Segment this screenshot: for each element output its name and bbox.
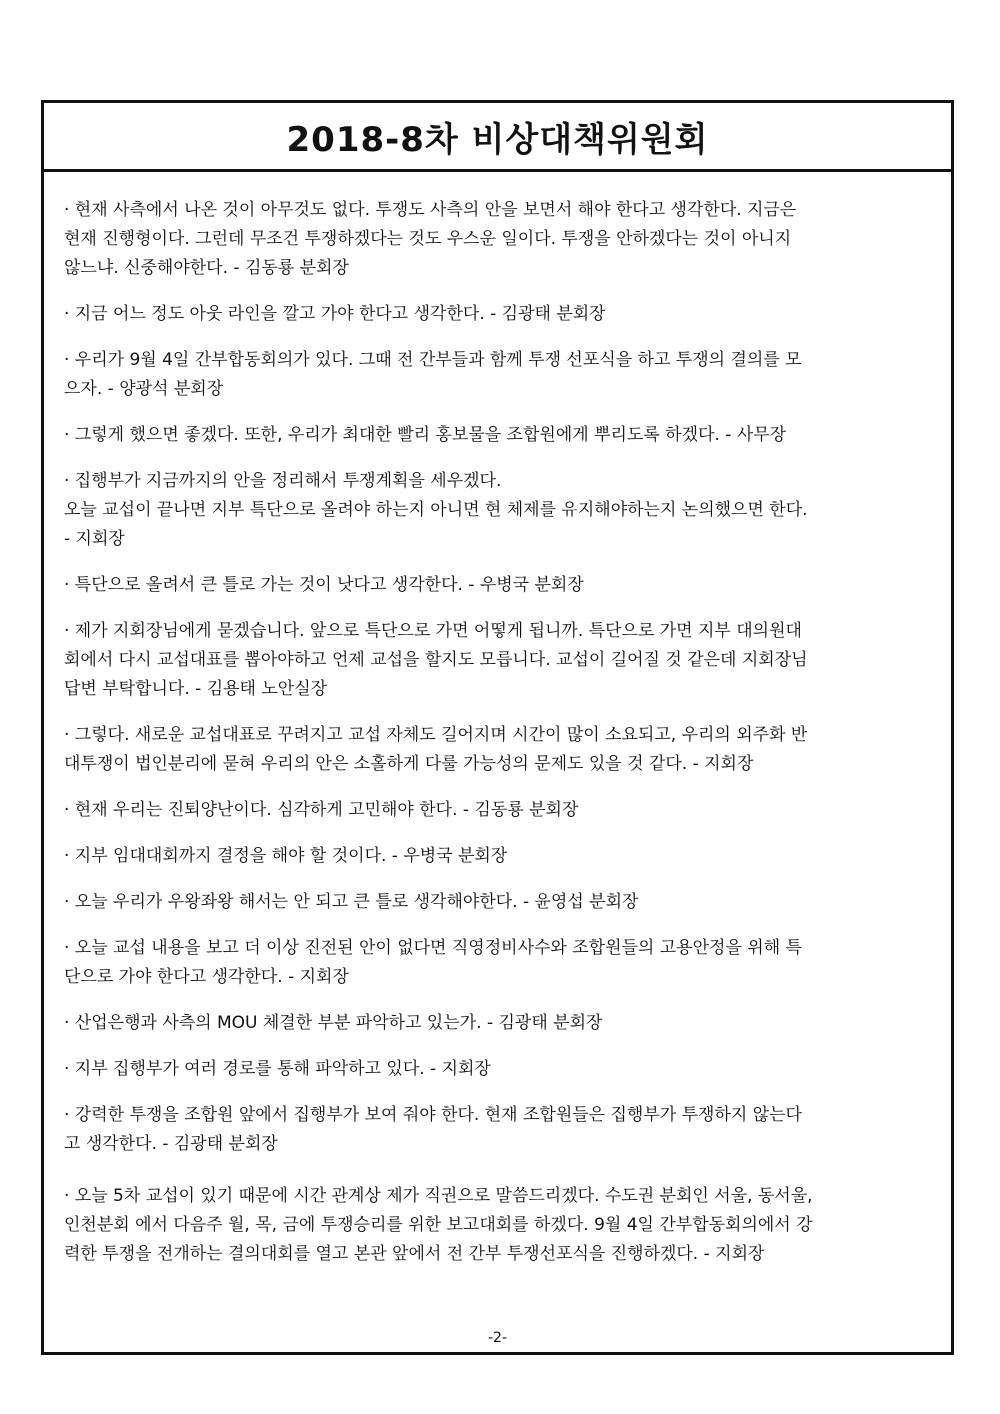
paragraph: · 지금 어느 정도 아웃 라인을 깔고 가야 한다고 생각한다. - 김광태 분회장 [64, 304, 606, 324]
paragraph: · 그렇다. 새로운 교섭대표로 꾸려지고 교섭 자체도 길어지며 시간이 많이 소요되고, 우리의 외주화 반 대투쟁이 법인분리에 묻혀 우리의 안은 소홀하게 다룰 가능성의 문제도 있을 것 같다. - 지회장 [64, 725, 808, 774]
paragraph: · 산업은행과 사측의 MOU 체결한 부분 파악하고 있는가. - 김광태 분회장 [64, 1013, 603, 1033]
document-title: 2018-8차 비상대책위원회 [286, 119, 709, 160]
paragraph: · 집행부가 지금까지의 안을 정리해서 투쟁계획을 세우겠다. 오늘 교섭이 끝나면 지부 특단으로 올려야 하는지 아니면 현 체제를 유지해야하는지 논의했으면 한다. - 지회장 [64, 471, 808, 549]
title-bar [44, 103, 951, 172]
paragraph: · 강력한 투쟁을 조합원 앞에서 집행부가 보여 줘야 한다. 현재 조합원들은 집행부가 투쟁하지 않는다 고 생각한다. - 김광태 분회장 [64, 1105, 802, 1154]
minutes-content [64, 196, 931, 1269]
paragraph: · 오늘 교섭 내용을 보고 더 이상 진전된 안이 없다면 직영정비사수와 조합원들의 고용안정을 위해 특 단으로 가야 한다고 생각한다. - 지회장 [64, 938, 802, 987]
paragraph: · 우리가 9월 4일 간부합동회의가 있다. 그때 전 간부들과 함께 투쟁 선포식을 하고 투쟁의 결의를 모 으자. - 양광석 분회장 [64, 350, 802, 399]
paragraph: · 현재 사측에서 나온 것이 아무것도 없다. 투쟁도 사측의 안을 보면서 해야 한다고 생각한다. 지금은 현재 진행형이다. 그런데 무조건 투쟁하겠다는 것도 우스운 일이다. 투쟁을 안하겠다는 것이 아니지 않느냐. 신중해야한다. - 김동룡 분회장 [64, 200, 797, 278]
paragraph: · 오늘 5차 교섭이 있기 때문에 시간 관계상 제가 직권으로 말씀드리겠다. 수도권 분회인 서울, 동서울, 인천분회 에서 다음주 월, 목, 금에 투쟁승리를 위한 보고대회를 하겠다. 9월 4일 간부합동회의에서 강 력한 투쟁을 전개하는 결의대회를 열고 본관 앞에서 전 간부 투쟁선포식을 진행하겠다. - 지회장 [64, 1186, 813, 1264]
paragraph: · 제가 지회장님에게 묻겠습니다. 앞으로 특단으로 가면 어떻게 됩니까. 특단으로 가면 지부 대의원대 회에서 다시 교섭대표를 뽑아야하고 언제 교섭을 할지도 모릅니다. 교섭이 길어질 것 같은데 지회장님 답변 부탁합니다. - 김용태 노안실장 [64, 621, 808, 699]
page-number: -2- [487, 1330, 507, 1346]
document-frame [41, 100, 954, 1355]
paragraph: · 그렇게 했으면 좋겠다. 또한, 우리가 최대한 빨리 홍보물을 조합원에게 뿌리도록 하겠다. - 사무장 [64, 425, 787, 445]
paragraph: · 지부 집행부가 여러 경로를 통해 파악하고 있다. - 지회장 [64, 1059, 491, 1079]
paragraph: · 오늘 우리가 우왕좌왕 해서는 안 되고 큰 틀로 생각해야한다. - 윤영섭 분회장 [64, 892, 639, 912]
paragraph: · 현재 우리는 진퇴양난이다. 심각하게 고민해야 한다. - 김동룡 분회장 [64, 800, 579, 820]
paragraph: · 특단으로 올려서 큰 틀로 가는 것이 낫다고 생각한다. - 우병국 분회장 [64, 575, 584, 595]
paragraph: · 지부 임대대회까지 결정을 해야 할 것이다. - 우병국 분회장 [64, 846, 508, 866]
